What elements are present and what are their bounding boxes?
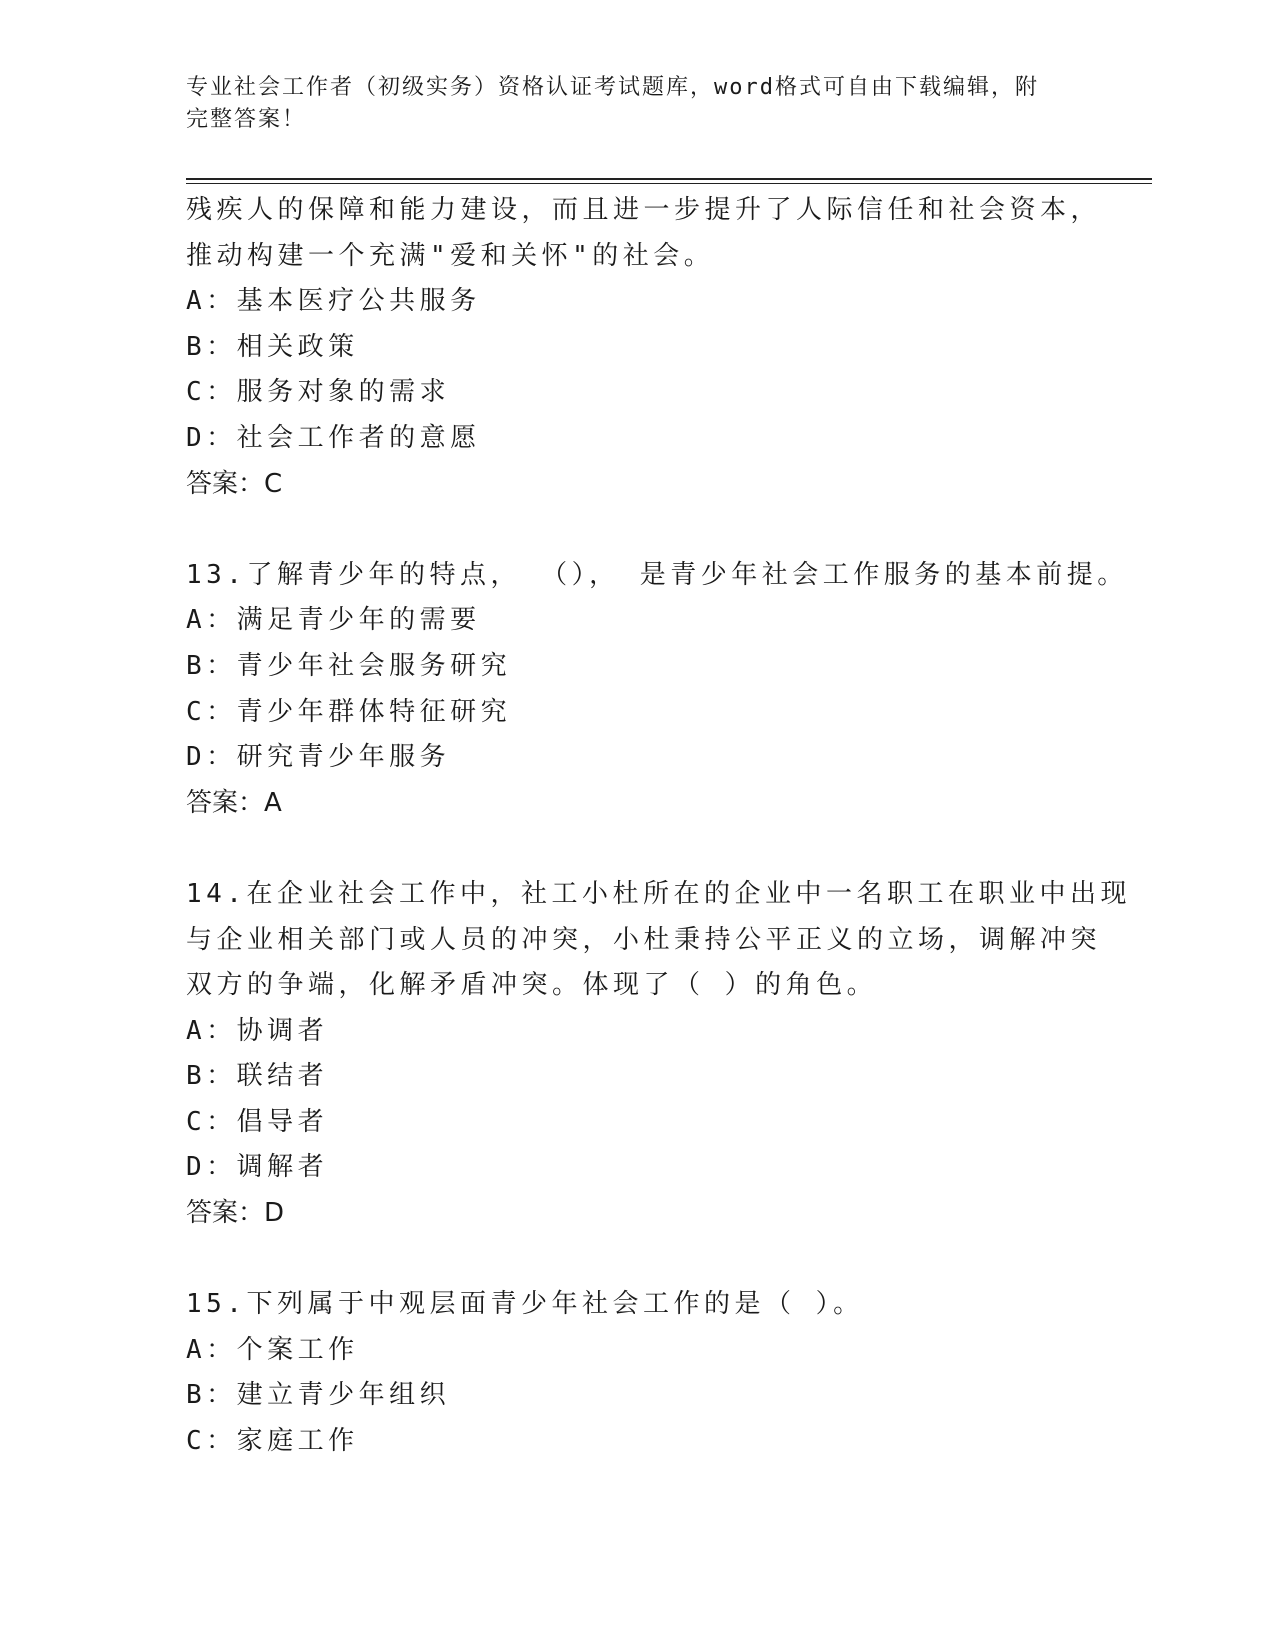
answer-line: 答案：A bbox=[186, 787, 282, 818]
question-stem-line: 与企业相关部门或人员的冲突，小杜秉持公平正义的立场，调解冲突 bbox=[186, 924, 1102, 955]
option-c: C：倡导者 bbox=[186, 1106, 329, 1137]
question-continuation bbox=[186, 188, 1102, 507]
option-b: B：青少年社会服务研究 bbox=[186, 650, 512, 681]
header-line-2: 完整答案！ bbox=[186, 107, 307, 132]
option-a: A：满足青少年的需要 bbox=[186, 605, 481, 636]
option-a: A：基本医疗公共服务 bbox=[186, 286, 481, 317]
option-b: B：联结者 bbox=[186, 1061, 329, 1092]
header-rule-thick bbox=[186, 178, 1152, 180]
question-stem-line: 14.在企业社会工作中，社工小杜所在的企业中一名职工在职业中出现 bbox=[186, 878, 1131, 909]
option-a: A：协调者 bbox=[186, 1015, 329, 1046]
option-b: B：建立青少年组织 bbox=[186, 1380, 451, 1411]
answer-line: 答案：D bbox=[186, 1198, 285, 1229]
question-stem-line: 13.了解青少年的特点， （）， 是青少年社会工作服务的基本前提。 bbox=[186, 559, 1128, 590]
question-13 bbox=[186, 553, 1128, 827]
spacer bbox=[186, 1237, 1086, 1283]
option-a: A：个案工作 bbox=[186, 1334, 359, 1365]
option-d: D：调解者 bbox=[186, 1152, 329, 1183]
spacer bbox=[186, 826, 1086, 872]
question-stem-line: 双方的争端，化解矛盾冲突。体现了（ ）的角色。 bbox=[186, 970, 878, 1001]
question-stem-line: 推动构建一个充满"爱和关怀"的社会。 bbox=[186, 240, 715, 271]
question-stem-line: 残疾人的保障和能力建设，而且进一步提升了人际信任和社会资本， bbox=[186, 195, 1102, 225]
spacer bbox=[186, 507, 1086, 553]
option-c: C：家庭工作 bbox=[186, 1426, 359, 1457]
question-15 bbox=[186, 1282, 1086, 1464]
page-header bbox=[186, 72, 1066, 136]
option-c: C：青少年群体特征研究 bbox=[186, 696, 512, 727]
option-d: D：研究青少年服务 bbox=[186, 742, 451, 773]
option-b: B：相关政策 bbox=[186, 331, 359, 362]
option-d: D：社会工作者的意愿 bbox=[186, 422, 481, 453]
question-stem-line: 15.下列属于中观层面青少年社会工作的是（ ）。 bbox=[186, 1289, 864, 1320]
header-rule-thin bbox=[186, 183, 1152, 184]
question-content bbox=[186, 188, 1131, 1465]
answer-line: 答案：C bbox=[186, 468, 283, 499]
header-line-1: 专业社会工作者（初级实务）资格认证考试题库，word格式可自由下载编辑，附 bbox=[186, 75, 1039, 100]
question-14 bbox=[186, 872, 1131, 1237]
option-c: C：服务对象的需求 bbox=[186, 377, 451, 408]
